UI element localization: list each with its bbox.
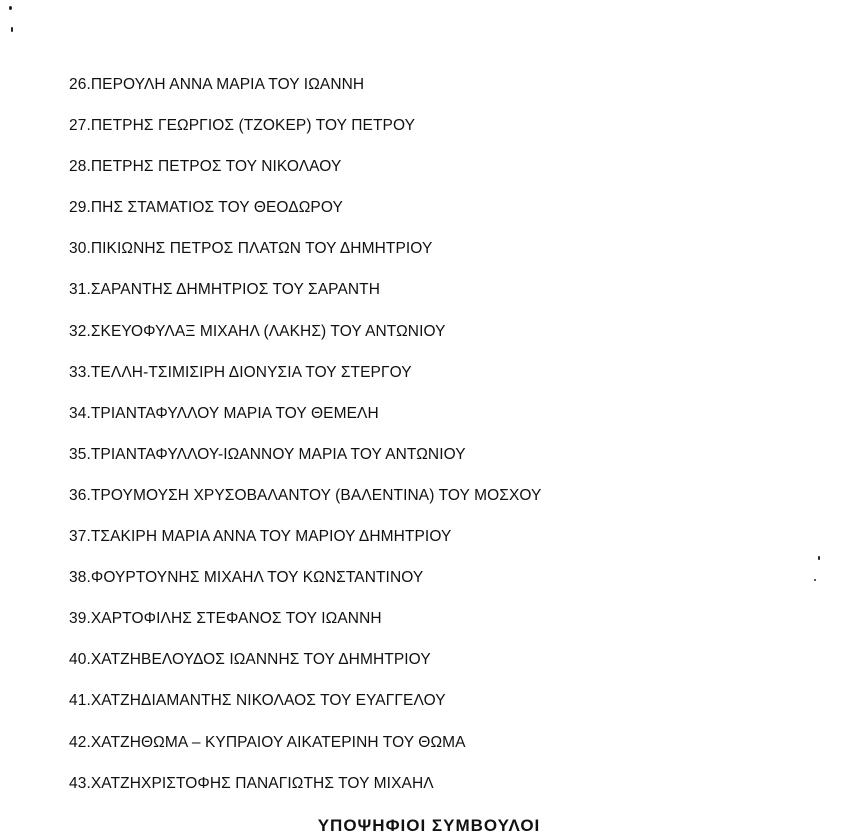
candidate-number: 33. bbox=[69, 363, 91, 381]
candidate-name: ΧΑΤΖΗΔΙΑΜΑΝΤΗΣ ΝΙΚΟΛΑΟΣ ΤΟΥ ΕΥΑΓΓΕΛΟΥ bbox=[90, 692, 446, 710]
candidate-number: 42. bbox=[69, 733, 91, 751]
candidate-number: 32. bbox=[69, 322, 91, 340]
candidate-number: 26. bbox=[69, 76, 91, 93]
candidate-list bbox=[69, 75, 542, 815]
candidate-name: ΤΡΙΑΝΤΑΦΥΛΛΟΥ-ΙΩΑΝΝΟΥ ΜΑΡΙΑ ΤΟΥ ΑΝΤΩΝΙΟΥ bbox=[90, 445, 466, 463]
candidate-list-item bbox=[69, 404, 542, 445]
candidate-number: 39. bbox=[69, 610, 91, 628]
candidate-number: 41. bbox=[69, 692, 91, 710]
candidate-name: ΤΕΛΛΗ-ΤΣΙΜΙΣΙΡΗ ΔΙΟΝΥΣΙΑ ΤΟΥ ΣΤΕΡΓΟΥ bbox=[90, 363, 412, 381]
candidate-list-item bbox=[69, 280, 542, 321]
candidate-name: ΠΕΡΟΥΛΗ ΑΝΝΑ ΜΑΡΙΑ ΤΟΥ ΙΩΑΝΝΗ bbox=[90, 76, 365, 93]
candidate-number: 30. bbox=[69, 240, 91, 258]
candidate-list-item bbox=[69, 568, 542, 609]
candidate-name: ΧΑΡΤΟΦΙΛΗΣ ΣΤΕΦΑΝΟΣ ΤΟΥ ΙΩΑΝΝΗ bbox=[90, 610, 382, 628]
scan-speck-mark bbox=[814, 579, 816, 581]
candidate-list-item bbox=[69, 527, 542, 568]
candidate-name: ΤΡΟΥΜΟΥΣΗ ΧΡΥΣΟΒΑΛΑΝΤΟΥ (ΒΑΛΕΝΤΙΝΑ) ΤΟΥ ΜΟΣΧΟΥ bbox=[90, 486, 542, 504]
candidate-list-item bbox=[69, 691, 542, 732]
candidate-list-item bbox=[69, 116, 542, 157]
candidate-name: ΧΑΤΖΗΧΡΙΣΤΟΦΗΣ ΠΑΝΑΓΙΩΤΗΣ ΤΟΥ ΜΙΧΑΗΛ bbox=[90, 774, 434, 792]
scan-speck-mark bbox=[818, 556, 820, 560]
candidate-number: 29. bbox=[69, 199, 91, 217]
scan-speck-mark bbox=[9, 6, 12, 10]
candidate-list-item bbox=[69, 157, 542, 198]
candidate-name: ΦΟΥΡΤΟΥΝΗΣ ΜΙΧΑΗΛ ΤΟΥ ΚΩΝΣΤΑΝΤΙΝΟΥ bbox=[90, 569, 424, 587]
candidate-name: ΣΚΕΥΟΦΥΛΑΞ ΜΙΧΑΗΛ (ΛΑΚΗΣ) ΤΟΥ ΑΝΤΩΝΙΟΥ bbox=[90, 322, 446, 340]
candidate-number: 37. bbox=[69, 528, 91, 546]
candidate-number: 43. bbox=[69, 774, 91, 792]
candidate-name: ΠΕΤΡΗΣ ΓΕΩΡΓΙΟΣ (ΤΖΟΚΕΡ) ΤΟΥ ΠΕΤΡΟΥ bbox=[90, 117, 416, 135]
candidate-list-item bbox=[69, 239, 542, 280]
candidate-number: 38. bbox=[69, 569, 91, 587]
candidate-name: ΠΕΤΡΗΣ ΠΕΤΡΟΣ ΤΟΥ ΝΙΚΟΛΑΟΥ bbox=[90, 158, 342, 176]
candidate-list-item bbox=[69, 650, 542, 691]
candidate-name: ΤΣΑΚΙΡΗ ΜΑΡΙΑ ΑΝΝΑ ΤΟΥ ΜΑΡΙΟΥ ΔΗΜΗΤΡΙΟΥ bbox=[90, 528, 452, 546]
candidate-list-item bbox=[69, 75, 542, 116]
candidate-list-item bbox=[69, 486, 542, 527]
candidate-number: 28. bbox=[69, 158, 91, 176]
candidate-number: 27. bbox=[69, 117, 91, 135]
candidate-name: ΠΙΚΙΩΝΗΣ ΠΕΤΡΟΣ ΠΛΑΤΩΝ ΤΟΥ ΔΗΜΗΤΡΙΟΥ bbox=[90, 240, 433, 258]
candidate-list-item bbox=[69, 774, 542, 815]
candidate-name: ΤΡΙΑΝΤΑΦΥΛΛΟΥ ΜΑΡΙΑ ΤΟΥ ΘΕΜΕΛΗ bbox=[90, 404, 379, 422]
candidate-list-item bbox=[69, 733, 542, 774]
candidate-number: 35. bbox=[69, 445, 91, 463]
candidate-name: ΣΑΡΑΝΤΗΣ ΔΗΜΗΤΡΙΟΣ ΤΟΥ ΣΑΡΑΝΤΗ bbox=[90, 281, 381, 299]
candidate-number: 40. bbox=[69, 651, 91, 669]
candidate-list-item bbox=[69, 445, 542, 486]
candidate-name: ΠΗΣ ΣΤΑΜΑΤΙΟΣ ΤΟΥ ΘΕΟΔΩΡΟΥ bbox=[90, 199, 343, 217]
candidate-list-item bbox=[69, 198, 542, 239]
section-heading: ΥΠΟΨΗΦΙΟΙ ΣΥΜΒΟΥΛΟΙ bbox=[317, 816, 541, 835]
candidate-name: ΧΑΤΖΗΒΕΛΟΥΔΟΣ ΙΩΑΝΝΗΣ ΤΟΥ ΔΗΜΗΤΡΙΟΥ bbox=[90, 651, 431, 669]
candidate-number: 34. bbox=[69, 404, 91, 422]
candidate-number: 31. bbox=[69, 281, 91, 299]
candidate-list-item bbox=[69, 322, 542, 363]
candidate-name: ΧΑΤΖΗΘΩΜΑ – ΚΥΠΡΑΙΟΥ ΑΙΚΑΤΕΡΙΝΗ ΤΟΥ ΘΩΜΑ bbox=[90, 733, 466, 751]
candidate-list-item bbox=[69, 363, 542, 404]
candidate-list-item bbox=[69, 609, 542, 650]
scan-speck-mark bbox=[11, 27, 13, 32]
candidate-number: 36. bbox=[69, 486, 91, 504]
